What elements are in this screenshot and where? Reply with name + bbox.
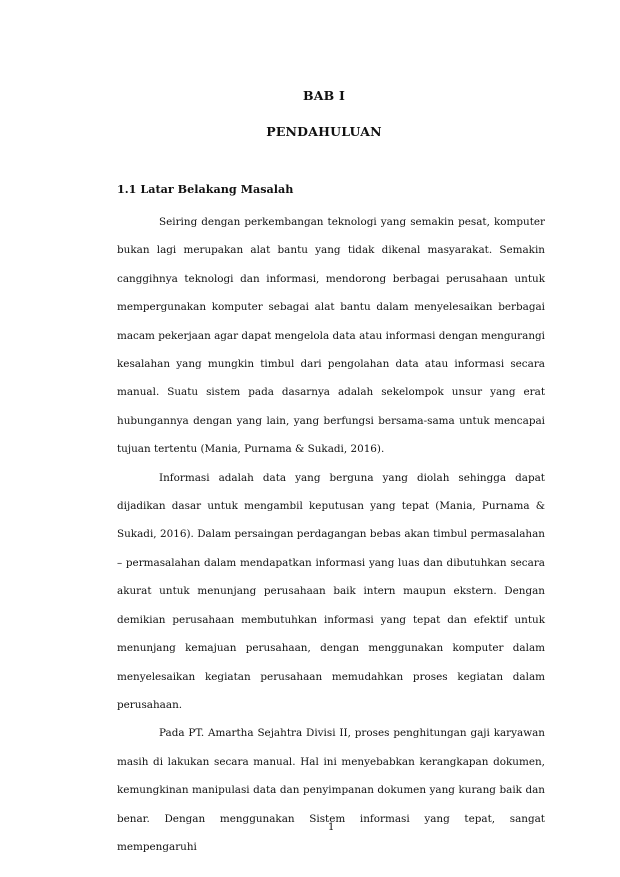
body-text: [117, 208, 545, 861]
section-heading: 1.1 Latar Belakang Masalah: [117, 182, 294, 196]
paragraph: Informasi adalah data yang berguna yang diolah sehingga dapat dijadikan dasar untuk mengambil keputusan yang tepat (Mania, Purnama & Sukadi, 2016). Dalam persaingan perdagangan bebas akan timbul permasalahan – permasalahan dalam mendapatkan informasi yang luas dan dibutuhkan secara akurat untuk menunjang perusahaan baik intern maupun ekstern. Dengan demikian perusahaan membutuhkan informasi yang tepat dan efektif untuk menunjang kemajuan perusahaan, dengan menggunakan komputer dalam menyelesaikan kegiatan perusahaan memudahkan proses kegiatan dalam perusahaan.: [117, 471, 545, 711]
paragraph: Pada PT. Amartha Sejahtra Divisi II, proses penghitungan gaji karyawan masih di lakukan secara manual. Hal ini menyebabkan kerangkapan dokumen, kemungkinan manipulasi data dan penyimpanan dokumen yang kurang baik dan benar. Dengan menggunakan Sistem informasi yang tepat, sangat mempengaruhi: [117, 727, 545, 853]
chapter-label: BAB I: [302, 88, 346, 103]
paragraph: Seiring dengan perkembangan teknologi yang semakin pesat, komputer bukan lagi merupakan alat bantu yang tidak dikenal masyarakat. Semakin canggihnya teknologi dan informasi, mendorong berbagai perusahaan untuk mempergunakan komputer sebagai alat bantu dalam menyelesaikan berbagai macam pekerjaan agar dapat mengelola data atau informasi dengan mengurangi kesalahan yang mungkin timbul dari pengolahan data atau informasi secara manual. Suatu sistem pada dasarnya adalah sekelompok unsur yang erat hubungannya dengan yang lain, yang berfungsi bersama-sama untuk mencapai tujuan tertentu (Mania, Purnama & Sukadi, 2016).: [117, 216, 545, 456]
page-number: 1: [328, 822, 335, 833]
chapter-title: PENDAHULUAN: [266, 124, 382, 139]
